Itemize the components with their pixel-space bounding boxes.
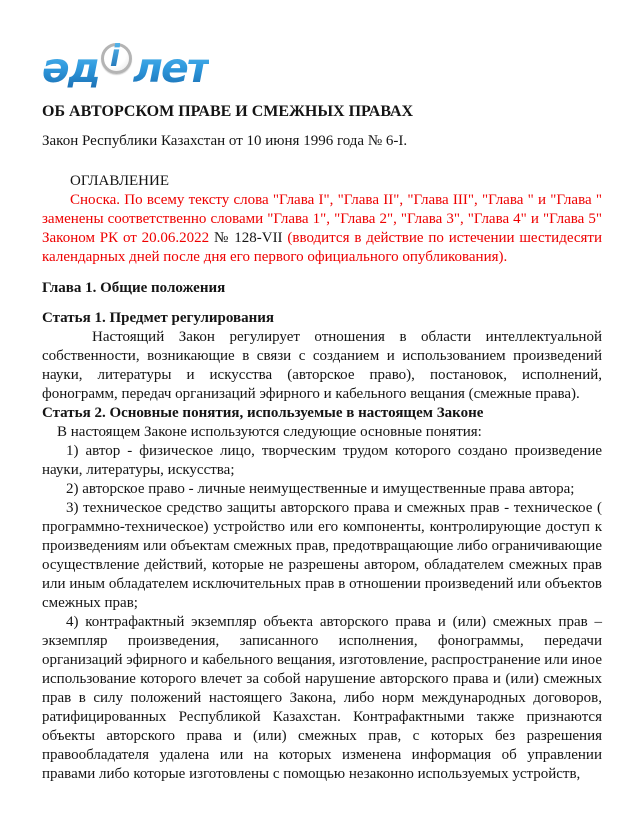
definition-item-3: 3) техническое средство защиты авторского права и смежных прав - техническое ( программно-техническое) устройство или его компоненты, контролирующие доступ к произведениям или объектам смежных прав, предотвращающие либо ограничивающие осуществление действий, которые не разрешены автором, обладателем смежных прав или иным обладателем исключительных прав в отношении произведений или объектов смежных прав; bbox=[42, 500, 602, 611]
toc-heading: ОГЛАВЛЕНИЕ bbox=[70, 173, 169, 189]
document-title: ОБ АВТОРСКОМ ПРАВЕ И СМЕЖНЫХ ПРАВАХ bbox=[42, 103, 414, 120]
law-subtitle: Закон Республики Казахстан от 10 июня 1996 года № 6-I. bbox=[42, 133, 408, 149]
article-2-intro: В настоящем Законе используются следующие основные понятия: bbox=[57, 424, 482, 440]
definition-item-4: 4) контрафактный экземпляр объекта авторского права и (или) смежных прав – экземпляр произведения, записанного исполнения, фонограммы, передачи организаций эфирного и кабельного вещания, изготовление, распространение или иное использование которого влечет за собой нарушение авторского права и (или) смежных прав в силу положений настоящего Закона, либо норм международных договоров, ратифицированных Республикой Казахстан. Контрафактными также признаются объекты авторского права и (или) смежных прав, с которых без разрешения правообладателя удалена или на которых изменена информация об управлении правами либо которые изготовлены с помощью незаконно используемых устройств, bbox=[42, 614, 602, 782]
definition-item-1: 1) автор - физическое лицо, творческим трудом которого создано произведение науки, литературы, искусства; bbox=[42, 443, 602, 478]
note-text-end: (вводится в действие по истечении шестидесяти календарных дней после дня его первого официального опубликования). bbox=[42, 230, 603, 265]
chapter-1-heading: Глава 1. Общие положения bbox=[42, 280, 226, 296]
amendment-note bbox=[42, 191, 602, 267]
article-2-heading: Статья 2. Основные понятия, используемые в настоящем Законе bbox=[42, 405, 484, 421]
article-1-heading: Статья 1. Предмет регулирования bbox=[42, 310, 274, 326]
adilet-logo[interactable] bbox=[42, 40, 602, 90]
logo-letter-i: і bbox=[109, 39, 121, 74]
logo-text-suffix: лет bbox=[132, 44, 209, 92]
article-1-body: Настоящий Закон регулирует отношения в области интеллектуальной собственности, возникающие в связи с созданием и использованием произведений науки, литературы и искусства (авторское право), постановок, исполнений, фонограмм, передач организаций эфирного и кабельного вещания (смежные права). bbox=[42, 329, 602, 402]
magnifier-icon bbox=[101, 39, 132, 74]
logo-text-prefix: әд bbox=[42, 44, 99, 92]
note-text-start: Сноска. По всему тексту слова "Глава I", "Глава II", "Глава III", "Глава " и "Глава " заменены соответственно словами "Глава 1", "Глава 2", "Глава 3", "Глава 4" и "Глава 5" Законом РК от 20.06.2022 bbox=[42, 192, 602, 246]
definition-item-2: 2) авторское право - личные неимущественные и имущественные права автора; bbox=[66, 481, 575, 497]
law-number-link[interactable]: № 128-VII bbox=[214, 230, 283, 246]
